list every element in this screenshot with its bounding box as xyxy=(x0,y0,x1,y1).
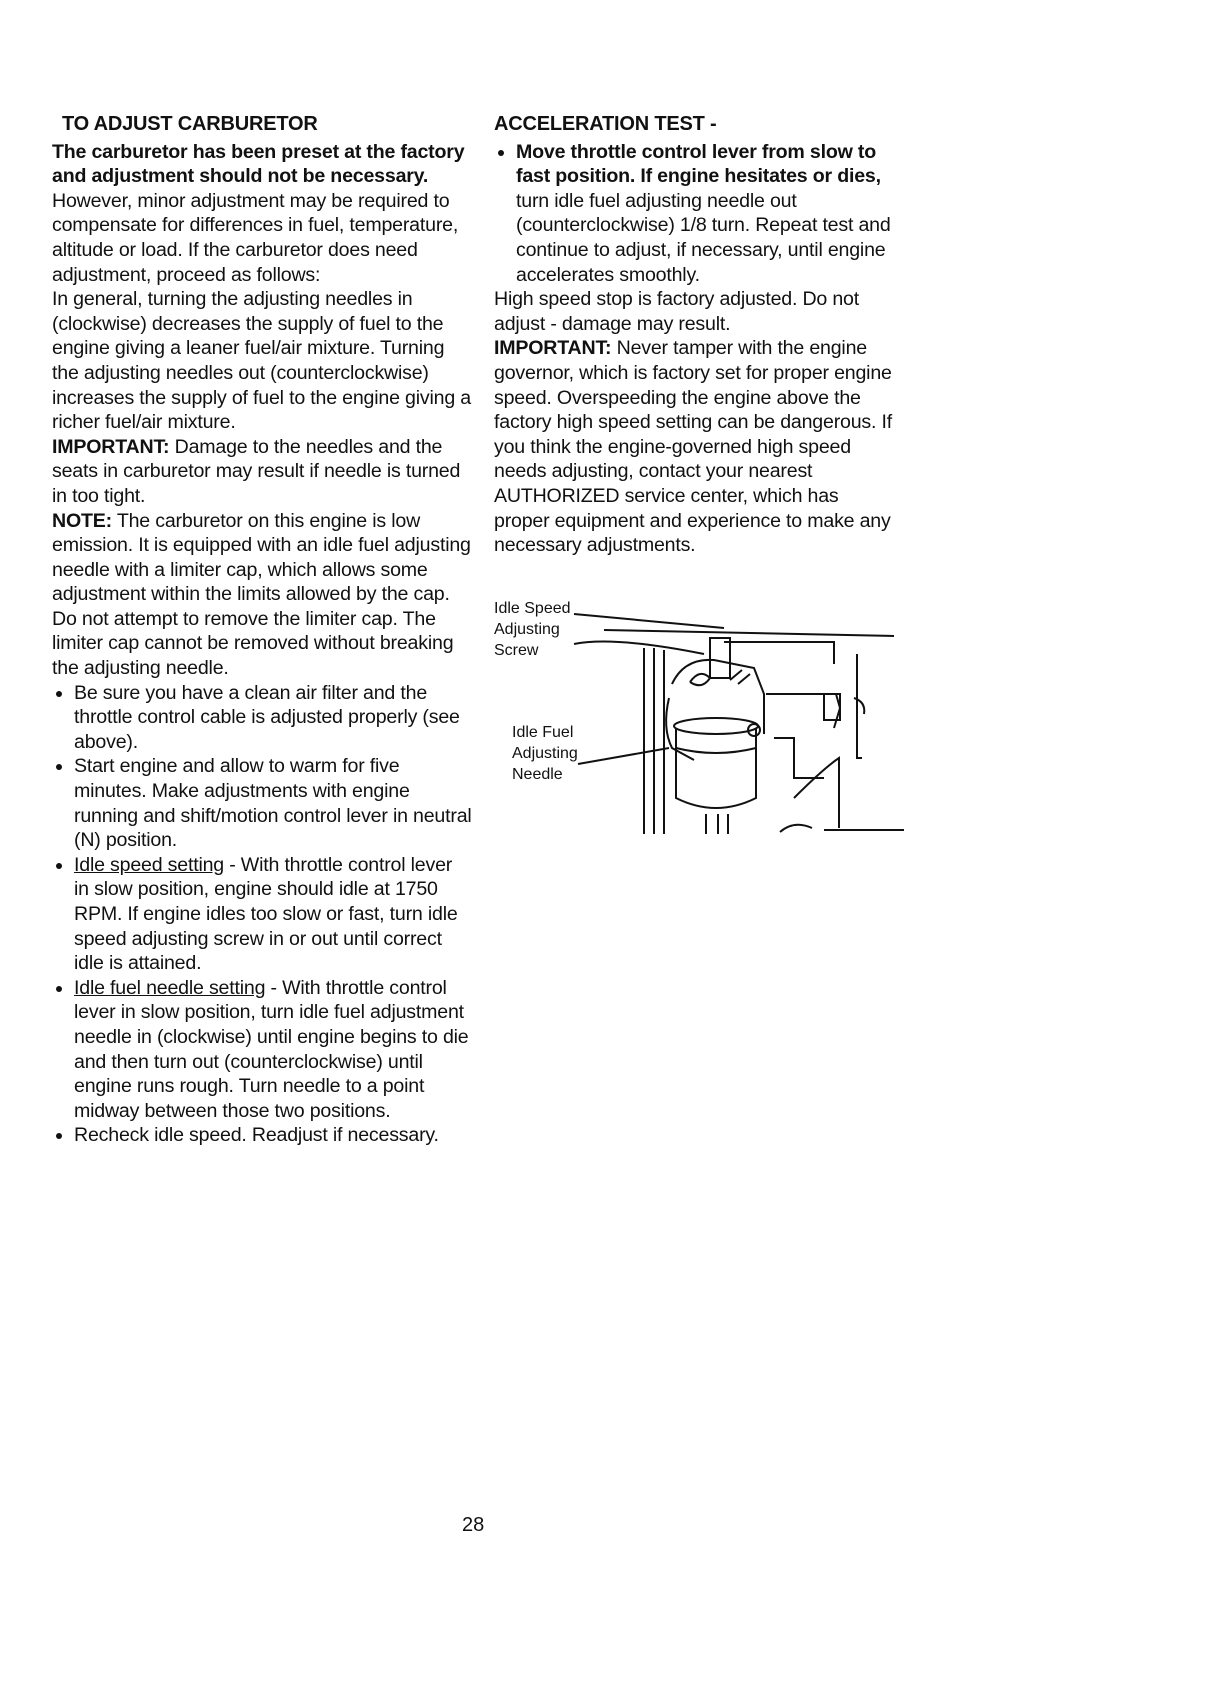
leader-line xyxy=(574,642,704,654)
leader-line xyxy=(578,748,669,764)
fitting xyxy=(854,698,864,714)
frame-edge xyxy=(857,654,862,758)
bullet-text: Recheck idle speed. Readjust if necessary. xyxy=(74,1124,439,1147)
intro-rest: However, minor adjustment may be required to compensate for differences in fuel, temperature, altitude or load. If the carburetor does need adjustment, proceed as follows: xyxy=(52,189,459,286)
linkage xyxy=(794,758,839,828)
intro-bold: The carburetor has been preset at the factory and adjustment should not be necessary. xyxy=(52,140,465,188)
float-bowl xyxy=(676,728,756,808)
vertical-post xyxy=(644,648,664,834)
label-line: Adjusting xyxy=(494,621,560,638)
bullet-text: - With throttle control lever in slow position, turn idle fuel adjustment needle in (clockwise) until engine begins to die and then turn out (counterclockwise) until engine runs rough. Turn needle to a point midway between those two positions. xyxy=(74,976,469,1122)
label-line: Idle Speed xyxy=(494,600,571,617)
screw-detail xyxy=(730,670,750,684)
lower-ribs xyxy=(706,814,728,834)
bullet-text: Start engine and allow to warm for five minutes. Make adjustments with engine running and shift/motion control lever in neutral (N) position. xyxy=(74,755,472,852)
leader-line xyxy=(574,614,724,628)
bullet-warm-engine xyxy=(52,754,472,852)
label-line: Idle Fuel xyxy=(512,724,574,741)
note-text: The carburetor on this engine is low emission. It is equipped with an idle fuel adjusting needle with a limiter cap, which allows some adjustment within the limits allowed by the cap. Do not attempt to remove the limiter cap. The limiter cap cannot be removed without breaking the adjusting needle. xyxy=(52,509,471,680)
acceleration-heading: ACCELERATION TEST - xyxy=(494,113,717,135)
label-line: Adjusting xyxy=(512,745,578,762)
important-label: IMPORTANT: xyxy=(52,435,170,458)
idle-speed-label: Idle speed setting xyxy=(74,853,224,876)
lower-curve xyxy=(780,825,812,832)
general-paragraph: In general, turning the adjusting needles in (clockwise) decreases the supply of fuel to the engine giving a leaner fuel/air mixture. Turning the adjusting needles out (counterclockwise) increases the supply of fuel to the engine giving a richer fuel/air mixture. xyxy=(52,288,471,434)
housing-top xyxy=(766,694,840,728)
throttle-rod xyxy=(604,630,894,636)
bullet-dot xyxy=(56,1133,62,1139)
important-text: Damage to the needles and the seats in carburetor may result if needle is turned in too tight. xyxy=(52,435,461,507)
governor-paragraph xyxy=(494,336,899,557)
left-column xyxy=(52,112,472,1148)
bullet-idle-fuel xyxy=(52,976,472,1124)
carburetor-figure xyxy=(494,598,914,834)
right-column xyxy=(494,112,899,558)
carburetor-heading: TO ADJUST CARBURETOR xyxy=(62,113,318,135)
label-line: Needle xyxy=(512,766,563,783)
bullet-dot xyxy=(56,863,62,869)
speed-screw-head xyxy=(690,674,710,685)
linkage xyxy=(774,738,824,778)
important-text: Never tamper with the engine governor, which is factory set for proper engine speed. Overspeeding the engine above the factory high speed setting can be dangerous. If you think the engine-governed high speed needs adjusting, contact your nearest AUTHORIZED service center, which has proper equipment and experience to make any necessary adjustments. xyxy=(494,337,892,557)
important-label: IMPORTANT: xyxy=(494,337,612,360)
bracket-block xyxy=(710,638,730,678)
bullet-dot xyxy=(56,691,62,697)
idle-fuel-label: Idle fuel needle setting xyxy=(74,976,266,999)
bullet-text: - With throttle control lever in slow position, engine should idle at 1750 RPM. If engine idles too slow or fast, turn idle speed adjusting screw in or out until correct idle is attained. xyxy=(74,853,458,975)
bullet-acceleration xyxy=(494,140,899,288)
important-paragraph xyxy=(52,435,472,509)
carburetor-drawing xyxy=(494,598,914,834)
note-label: NOTE: xyxy=(52,509,112,532)
float-bowl-line xyxy=(676,748,756,753)
high-speed-paragraph: High speed stop is factory adjusted. Do not adjust - damage may result. xyxy=(494,288,859,335)
intro-paragraph xyxy=(52,140,472,288)
bullet-dot xyxy=(56,764,62,770)
bullet-idle-speed xyxy=(52,853,472,976)
carburetor-body xyxy=(672,660,764,734)
bullet-air-filter xyxy=(52,681,472,755)
bullet-dot xyxy=(56,986,62,992)
label-line: Screw xyxy=(494,642,539,659)
accel-bold: Move throttle control lever from slow to fast position. If engine hesitates or dies, xyxy=(516,140,881,188)
accel-rest: turn idle fuel adjusting needle out (counterclockwise) 1/8 turn. Repeat test and continue to adjust, if necessary, until engine accelerates smoothly. xyxy=(516,189,891,286)
bullet-text: Be sure you have a clean air filter and the throttle control cable is adjusted properly (see above). xyxy=(74,681,460,753)
bullet-recheck xyxy=(52,1123,472,1148)
rod-bracket xyxy=(724,642,834,664)
page-number: 28 xyxy=(462,1514,485,1536)
note-paragraph xyxy=(52,509,472,681)
bullet-dot xyxy=(498,150,504,156)
bowl-rim xyxy=(674,718,758,734)
